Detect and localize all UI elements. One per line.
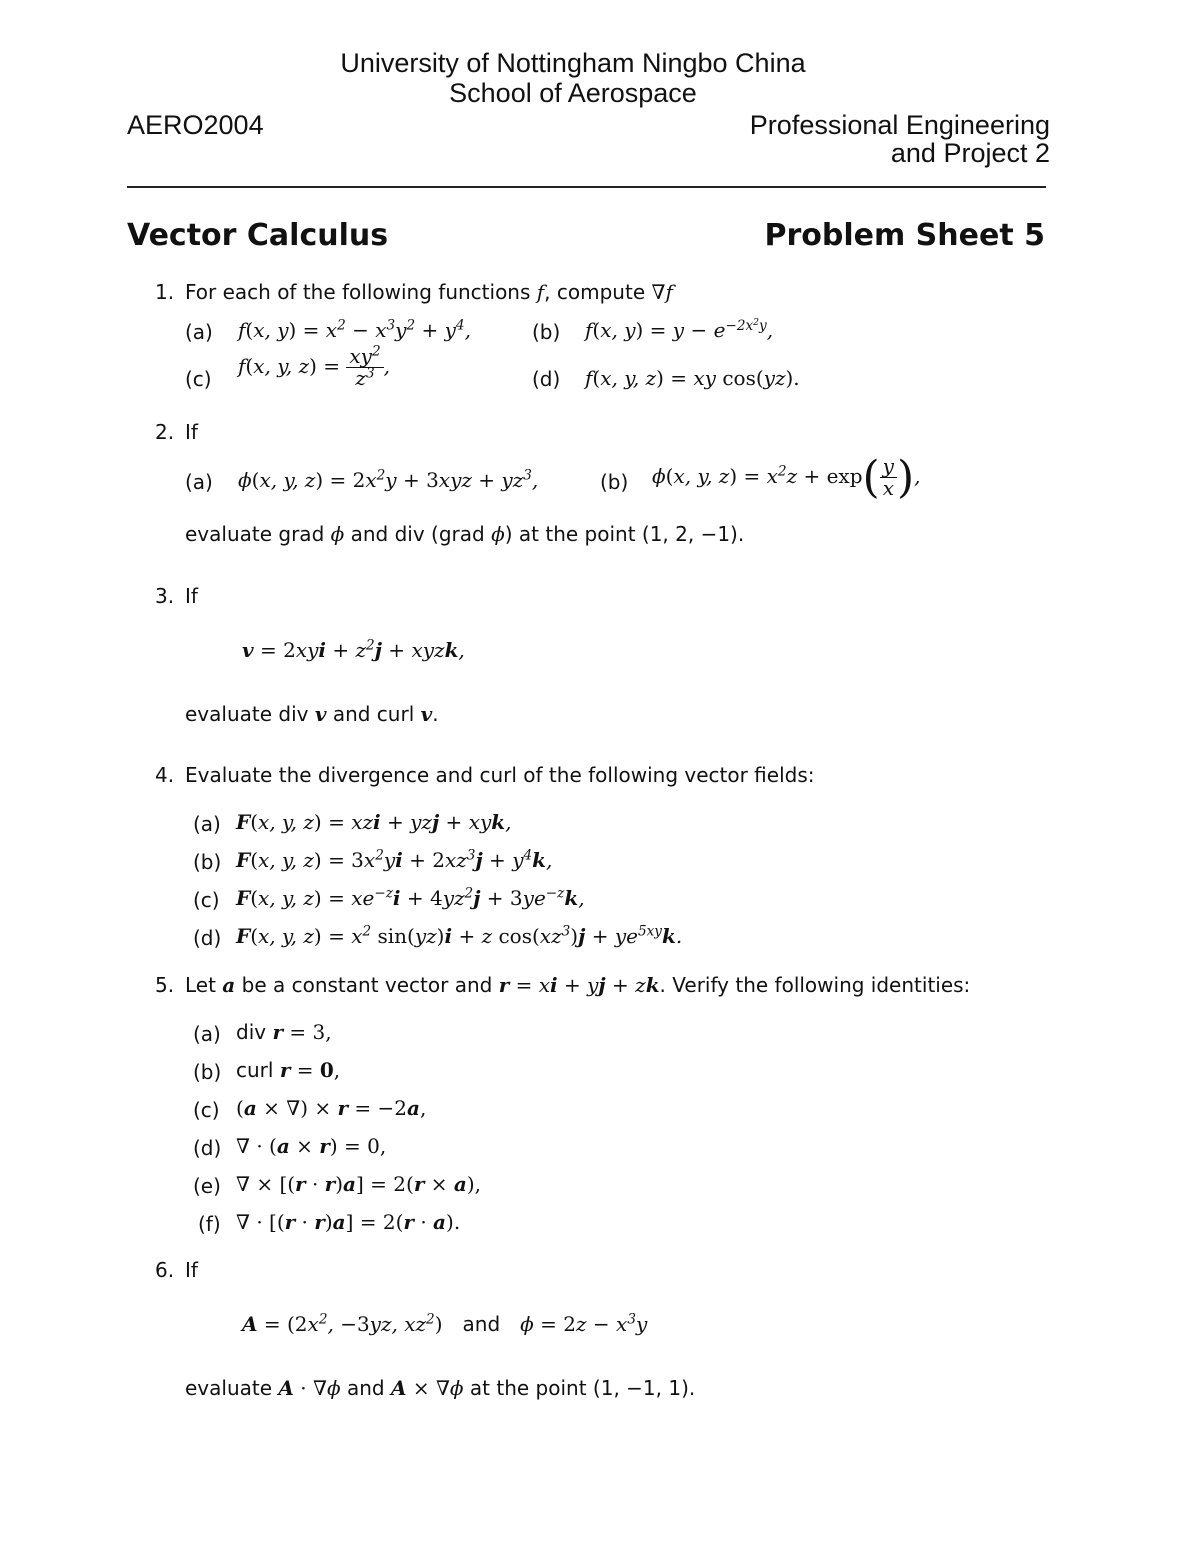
q2a-formula: ϕ(x, y, $z) = 2x^2y + 3xyz + yz^3$, (238, 467, 539, 492)
q3-formula: $v = 2xyi + z^2j$ + xyzk, (242, 637, 465, 662)
q3-evaluate: evaluate div v and curl v. (185, 702, 439, 726)
q5-number: 5. (155, 973, 175, 997)
q1d-label: (d) (532, 367, 561, 391)
q2-evaluate: evaluate grad ϕ and div (grad ϕ) at the point (1, 2, −1). (185, 522, 745, 546)
q6-formula: $A = (2x^2$, −3yz, $xz^2$) and $\phi = 2z - x^3y$ (242, 1311, 648, 1336)
q1c-label: (c) (185, 367, 212, 391)
q6-number: 6. (155, 1258, 175, 1282)
q4-number: 4. (155, 763, 175, 787)
q5a-label: (a) (193, 1022, 221, 1046)
q1d-formula: f(x, y, z) = xy cos(yz). (585, 366, 800, 390)
q1b-formula: f(x, $y) = y - e^{-2x^2y}$, (585, 316, 774, 342)
header-divider (127, 186, 1046, 188)
q5f-formula: ∇ · [(r · r)a] = 2(r · a). (236, 1210, 461, 1234)
q1a-label: (a) (185, 320, 213, 344)
module-name-line2: and Project 2 (890, 138, 1050, 168)
q4a-label: (a) (193, 812, 221, 836)
q4d-formula: F(x, y, $z) = x^2$ sin(yz)i + z $\cos(xz^3)j + ye^{5xy}k$. (236, 923, 683, 948)
q2-number: 2. (155, 420, 175, 444)
q5b-formula: curl r = 0, (236, 1058, 341, 1082)
sheet-title: Vector Calculus (127, 218, 389, 253)
q5c-label: (c) (193, 1098, 220, 1122)
q6-evaluate: evaluate A · ∇ϕ and A × ∇ϕ at the point (1, −1, 1). (185, 1376, 696, 1400)
q1-number: 1. (155, 280, 175, 304)
q4a-formula: F(x, y, z) = xzi + yzj + xyk, (236, 810, 512, 834)
q2a-label: (a) (185, 470, 213, 494)
q4d-label: (d) (193, 926, 222, 950)
q5c-formula: (a × ∇) × r = −2a, (236, 1096, 427, 1120)
q1a-formula: f(x, $y) = x^2 - x^3y^2 + y^4$, (238, 317, 471, 342)
q2-lead: If (185, 420, 198, 444)
q3-lead: If (185, 584, 198, 608)
q5e-label: (e) (193, 1174, 221, 1198)
q1c-formula: f(x, y, z) = $\frac{xy^2}{z^3}$ , (238, 343, 390, 390)
q5d-label: (d) (193, 1136, 222, 1160)
q5d-formula: ∇ · (a × r) = 0, (236, 1134, 387, 1158)
q5e-formula: ∇ × [(r · r)a] = 2(r × a), (236, 1172, 481, 1196)
school-name: School of Aerospace (449, 78, 697, 108)
q5-prompt: Let a be a constant vector and r = xi + yj + zk. Verify the following identities: (185, 973, 971, 997)
q4b-formula: F(x, y, $z) = 3x^2yi + 2xz^3j + y^4k$, (236, 847, 553, 872)
q4b-label: (b) (193, 850, 222, 874)
q4c-formula: F(x, y, $z) = xe^{-z}i + 4yz^2j + 3ye^{-z}k$, (236, 885, 585, 910)
q3-number: 3. (155, 584, 175, 608)
sheet-number: Problem Sheet 5 (764, 218, 1045, 253)
q1-prompt: For each of the following functions f, compute ∇f (185, 280, 673, 304)
q1b-label: (b) (532, 320, 561, 344)
q2b-label: (b) (600, 470, 629, 494)
q4-prompt: Evaluate the divergence and curl of the following vector fields: (185, 763, 815, 787)
module-code: AERO2004 (127, 110, 264, 140)
q5f-label: (f) (198, 1212, 221, 1236)
university-name: University of Nottingham Ningbo China (340, 48, 806, 78)
module-name-line1: Professional Engineering (749, 110, 1050, 140)
q6-lead: If (185, 1258, 198, 1282)
q5b-label: (b) (193, 1060, 222, 1084)
q2b-formula: ϕ(x, y, $z) = x^2z + \exp$( $\frac{y}{x}$ ), (652, 452, 921, 503)
q5a-formula: div r = 3, (236, 1020, 332, 1044)
q4c-label: (c) (193, 888, 220, 912)
